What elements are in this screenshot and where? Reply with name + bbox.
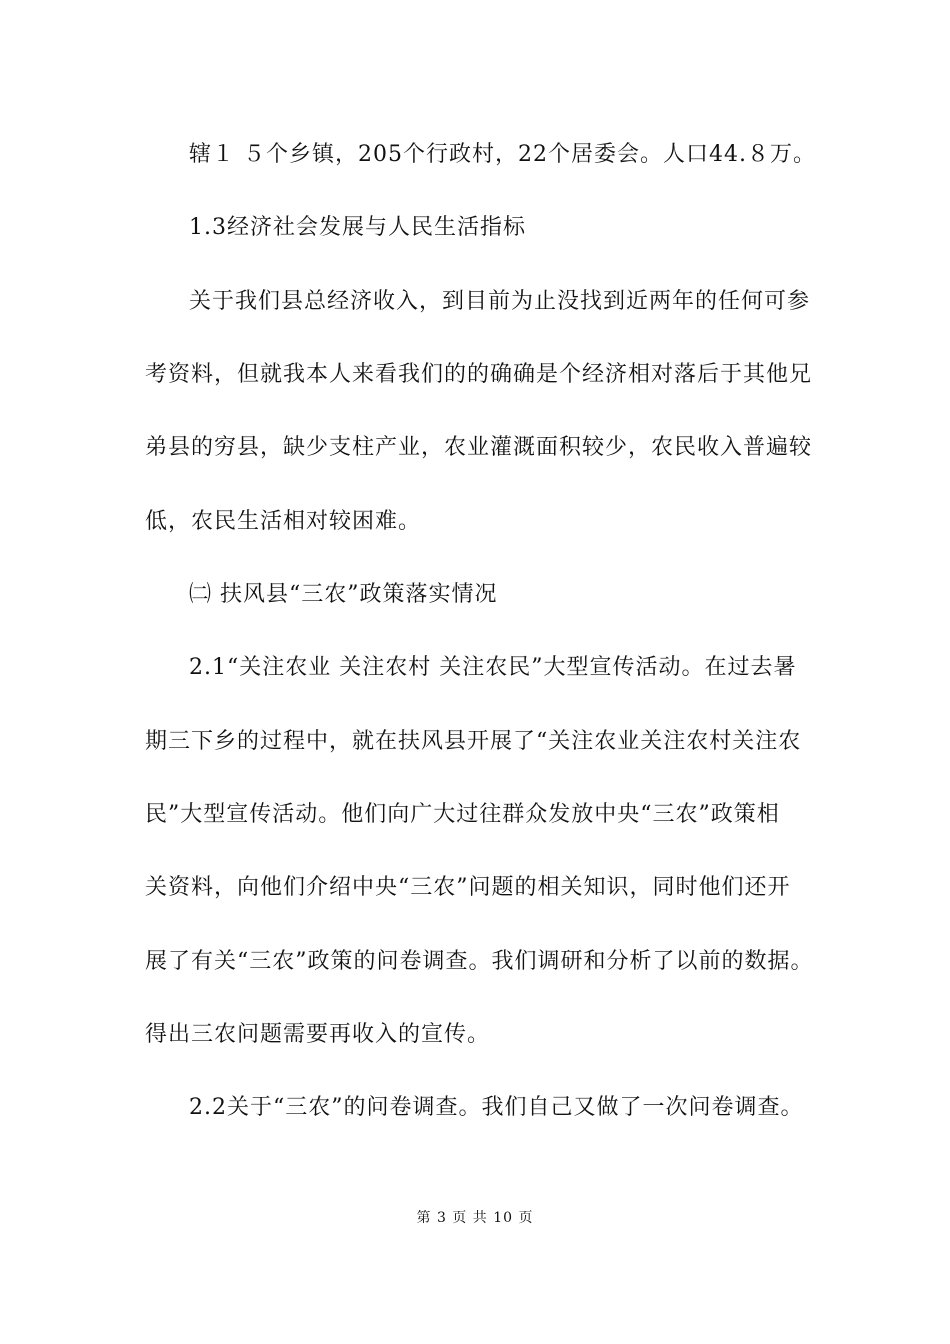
page-number-footer: 第 3 页 共 10 页	[416, 1210, 534, 1226]
paragraph-line: 得出三农问题需要再收入的宣传。	[145, 1022, 491, 1047]
section-heading: ㈡ 扶风县“三农”政策落实情况	[189, 582, 498, 607]
paragraph-line: 考资料，但就我本人来看我们的的确确是个经济相对落后于其他兄	[145, 362, 813, 387]
paragraph-line: 辖１ ５个乡镇，205个行政村，22个居委会。人口44.８万。	[189, 142, 816, 167]
paragraph-line: 民”大型宣传活动。他们向广大过往群众发放中央“三农”政策相	[145, 802, 780, 827]
paragraph-line: 关资料，向他们介绍中央“三农”问题的相关知识，同时他们还开	[145, 875, 791, 900]
paragraph-line: 弟县的穷县，缺少支柱产业，农业灌溉面积较少，农民收入普遍较	[145, 435, 813, 460]
paragraph-line: 2.2关于“三农”的问卷调查。我们自己又做了一次问卷调查。	[189, 1095, 804, 1120]
paragraph-line: 期三下乡的过程中，就在扶风县开展了“关注农业关注农村关注农	[145, 729, 802, 754]
paragraph-line: 关于我们县总经济收入，到目前为止没找到近两年的任何可参	[189, 289, 811, 314]
paragraph-line: 展了有关“三农”政策的问卷调查。我们调研和分析了以前的数据。	[145, 949, 814, 974]
paragraph-line: 2.1“关注农业 关注农村 关注农民”大型宣传活动。在过去暑	[189, 655, 797, 680]
section-heading: 1.3经济社会发展与人民生活指标	[189, 215, 526, 240]
paragraph-line: 低，农民生活相对较困难。	[145, 509, 422, 534]
